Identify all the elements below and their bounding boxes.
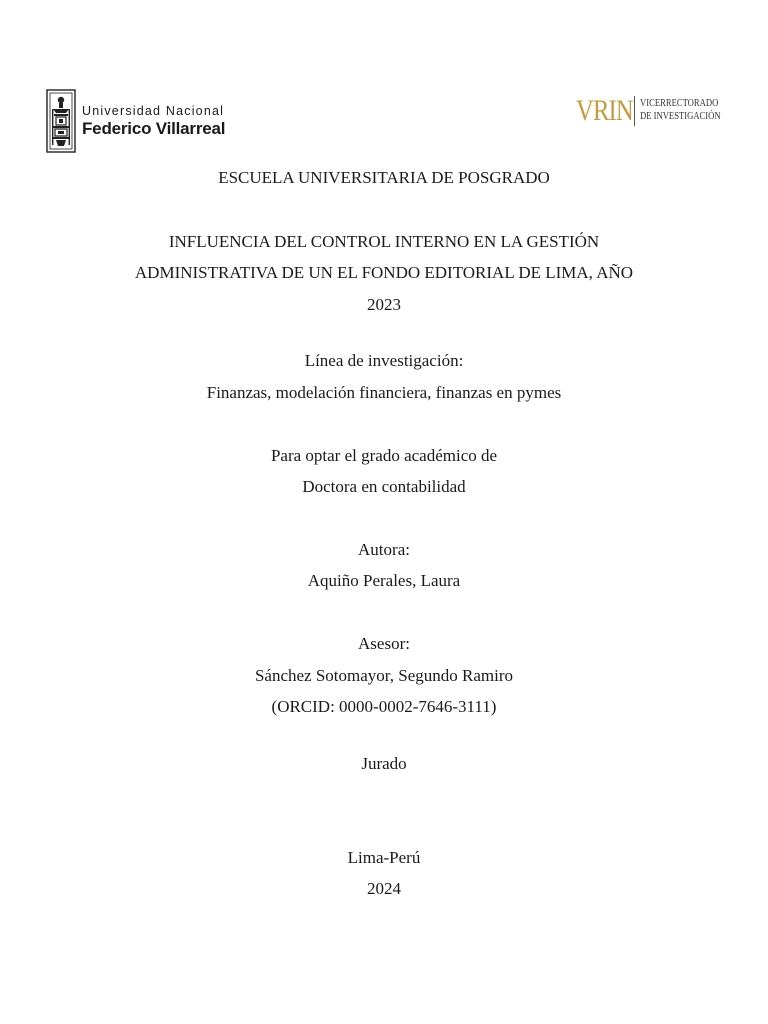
vrin-line2: DE INVESTIGACIÓN (640, 111, 721, 122)
unfv-name-line2: Federico Villarreal (82, 118, 226, 138)
research-line-value: Finanzas, modelación financiera, finanzas en pymes (206, 383, 562, 402)
jury-label: Jurado (361, 754, 407, 773)
unfv-logo (46, 89, 225, 153)
place: Lima-Perú (347, 848, 421, 867)
advisor-label: Asesor: (358, 634, 410, 653)
research-line-label: Línea de investigación: (304, 351, 464, 370)
degree-value: Doctora en contabilidad (302, 477, 466, 496)
advisor-name: Sánchez Sotomayor, Segundo Ramiro (254, 666, 514, 685)
advisor-orcid: (ORCID: 0000-0002-7646-3111) (271, 697, 497, 716)
thesis-title-line-3: 2023 (367, 295, 401, 314)
unfv-emblem-icon (46, 89, 76, 153)
author-label: Autora: (358, 540, 410, 559)
vrin-wordmark (640, 98, 721, 123)
vrin-line1: VICERRECTORADO (640, 98, 719, 110)
degree-label: Para optar el grado académico de (270, 446, 498, 465)
vrin-logo (576, 96, 738, 126)
vrin-divider (634, 96, 635, 126)
thesis-title-line-1: INFLUENCIA DEL CONTROL INTERNO EN LA GESTIÓN (168, 232, 600, 251)
document-header (0, 0, 768, 160)
unfv-wordmark (82, 105, 225, 137)
unfv-name-line1: Universidad Nacional (82, 104, 225, 119)
author-name: Aquiño Perales, Laura (307, 571, 461, 590)
school-name: ESCUELA UNIVERSITARIA DE POSGRADO (218, 168, 550, 187)
year: 2024 (367, 879, 401, 898)
vrin-mark: VRIN (576, 94, 633, 127)
thesis-title-line-2: ADMINISTRATIVA DE UN EL FONDO EDITORIAL DE LIMA, AÑO (134, 263, 634, 282)
